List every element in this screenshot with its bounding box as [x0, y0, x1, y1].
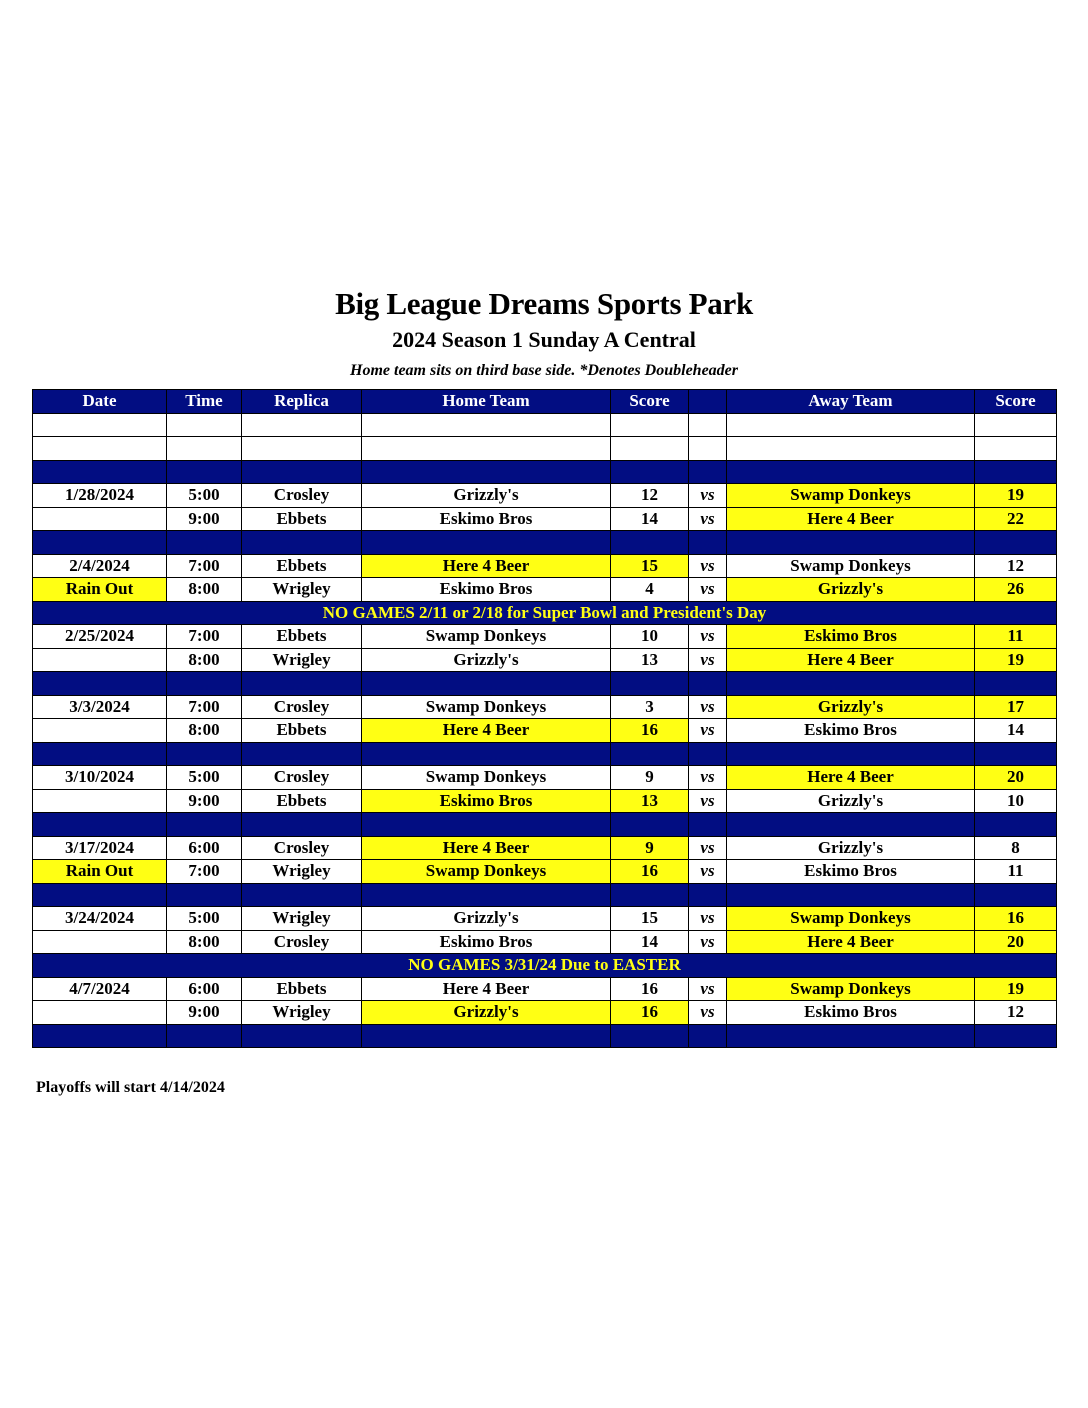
away-team: Swamp Donkeys [727, 977, 975, 1001]
game-replica: Ebbets [242, 625, 362, 649]
game-date [33, 789, 167, 813]
empty-cell [975, 813, 1057, 837]
game-row [33, 484, 1057, 508]
away-team: Grizzly's [727, 789, 975, 813]
game-row [33, 789, 1057, 813]
home-team: Grizzly's [362, 1001, 611, 1025]
game-time: 6:00 [167, 977, 242, 1001]
no-games-notice: NO GAMES 3/31/24 Due to EASTER [33, 954, 1057, 978]
empty-cell [33, 813, 167, 837]
game-row [33, 836, 1057, 860]
home-team: Swamp Donkeys [362, 860, 611, 884]
doubleheader-note: Home team sits on third base side. *Denotes Doubleheader [350, 362, 738, 379]
vs-label: vs [689, 930, 727, 954]
vs-label: vs [689, 554, 727, 578]
away-score: 17 [975, 695, 1057, 719]
col-header-away-score: Score [975, 390, 1057, 414]
away-team: Eskimo Bros [727, 860, 975, 884]
game-time: 5:00 [167, 907, 242, 931]
game-replica: Ebbets [242, 507, 362, 531]
game-date: Rain Out [33, 860, 167, 884]
playoffs-note: Playoffs will start 4/14/2024 [36, 1079, 225, 1096]
away-team: Eskimo Bros [727, 1001, 975, 1025]
game-date: 3/10/2024 [33, 766, 167, 790]
empty-cell [242, 813, 362, 837]
home-team: Swamp Donkeys [362, 695, 611, 719]
home-team: Eskimo Bros [362, 789, 611, 813]
game-row [33, 648, 1057, 672]
vs-label: vs [689, 578, 727, 602]
empty-cell [975, 742, 1057, 766]
empty-cell [611, 883, 689, 907]
page-title: Big League Dreams Sports Park [335, 286, 753, 321]
game-replica: Wrigley [242, 860, 362, 884]
empty-cell [167, 460, 242, 484]
game-replica: Wrigley [242, 907, 362, 931]
empty-cell [362, 1024, 611, 1048]
home-score: 16 [611, 1001, 689, 1025]
game-time: 8:00 [167, 930, 242, 954]
separator-row [33, 883, 1057, 907]
empty-cell [362, 437, 611, 461]
blank-row [33, 413, 1057, 437]
away-team: Here 4 Beer [727, 507, 975, 531]
home-team: Grizzly's [362, 907, 611, 931]
empty-cell [362, 531, 611, 555]
empty-cell [362, 813, 611, 837]
vs-label: vs [689, 625, 727, 649]
no-games-notice: NO GAMES 2/11 or 2/18 for Super Bowl and President's Day [33, 601, 1057, 625]
away-team: Here 4 Beer [727, 930, 975, 954]
empty-cell [689, 413, 727, 437]
blank-row [33, 437, 1057, 461]
col-header-time: Time [167, 390, 242, 414]
empty-cell [689, 813, 727, 837]
header-row [33, 390, 1057, 414]
vs-label: vs [689, 648, 727, 672]
away-team: Here 4 Beer [727, 766, 975, 790]
game-date [33, 719, 167, 743]
away-team: Eskimo Bros [727, 719, 975, 743]
game-row [33, 695, 1057, 719]
game-date: 3/24/2024 [33, 907, 167, 931]
empty-cell [689, 742, 727, 766]
game-date: 3/3/2024 [33, 695, 167, 719]
game-date [33, 1001, 167, 1025]
away-score: 26 [975, 578, 1057, 602]
empty-cell [362, 672, 611, 696]
empty-cell [727, 413, 975, 437]
game-replica: Ebbets [242, 789, 362, 813]
no-games-notice-row [33, 954, 1057, 978]
empty-cell [167, 742, 242, 766]
empty-cell [167, 437, 242, 461]
away-score: 20 [975, 930, 1057, 954]
col-header-date: Date [33, 390, 167, 414]
home-score: 9 [611, 766, 689, 790]
home-score: 12 [611, 484, 689, 508]
vs-label: vs [689, 907, 727, 931]
game-row [33, 766, 1057, 790]
vs-label: vs [689, 789, 727, 813]
empty-cell [975, 531, 1057, 555]
empty-cell [611, 1024, 689, 1048]
empty-cell [727, 437, 975, 461]
empty-cell [611, 813, 689, 837]
home-team: Eskimo Bros [362, 578, 611, 602]
empty-cell [33, 1024, 167, 1048]
away-score: 20 [975, 766, 1057, 790]
home-team: Eskimo Bros [362, 507, 611, 531]
empty-cell [727, 883, 975, 907]
empty-cell [242, 742, 362, 766]
game-row [33, 977, 1057, 1001]
away-score: 22 [975, 507, 1057, 531]
separator-row [33, 1024, 1057, 1048]
game-date: 3/17/2024 [33, 836, 167, 860]
empty-cell [33, 460, 167, 484]
empty-cell [611, 742, 689, 766]
game-row [33, 860, 1057, 884]
vs-label: vs [689, 836, 727, 860]
empty-cell [33, 672, 167, 696]
empty-cell [611, 460, 689, 484]
away-team: Here 4 Beer [727, 648, 975, 672]
empty-cell [727, 672, 975, 696]
game-date [33, 648, 167, 672]
empty-cell [975, 460, 1057, 484]
game-time: 9:00 [167, 1001, 242, 1025]
empty-cell [975, 437, 1057, 461]
vs-label: vs [689, 695, 727, 719]
no-games-notice-row [33, 601, 1057, 625]
game-time: 5:00 [167, 766, 242, 790]
col-header-replica: Replica [242, 390, 362, 414]
away-score: 19 [975, 484, 1057, 508]
vs-label: vs [689, 1001, 727, 1025]
away-score: 16 [975, 907, 1057, 931]
empty-cell [727, 460, 975, 484]
empty-cell [975, 883, 1057, 907]
empty-cell [167, 531, 242, 555]
game-replica: Crosley [242, 766, 362, 790]
empty-cell [33, 437, 167, 461]
game-date: 2/25/2024 [33, 625, 167, 649]
away-team: Swamp Donkeys [727, 484, 975, 508]
game-row [33, 907, 1057, 931]
game-date [33, 507, 167, 531]
home-team: Grizzly's [362, 648, 611, 672]
separator-row [33, 672, 1057, 696]
empty-cell [362, 883, 611, 907]
empty-cell [362, 742, 611, 766]
empty-cell [33, 531, 167, 555]
vs-label: vs [689, 860, 727, 884]
away-team: Grizzly's [727, 578, 975, 602]
empty-cell [362, 460, 611, 484]
game-replica: Ebbets [242, 554, 362, 578]
empty-cell [33, 883, 167, 907]
home-score: 16 [611, 977, 689, 1001]
empty-cell [727, 742, 975, 766]
home-score: 13 [611, 648, 689, 672]
schedule-body [33, 413, 1057, 1048]
empty-cell [689, 531, 727, 555]
away-team: Swamp Donkeys [727, 554, 975, 578]
empty-cell [727, 1024, 975, 1048]
away-score: 19 [975, 648, 1057, 672]
empty-cell [33, 413, 167, 437]
game-time: 8:00 [167, 719, 242, 743]
separator-row [33, 813, 1057, 837]
game-time: 9:00 [167, 789, 242, 813]
empty-cell [689, 672, 727, 696]
away-team: Swamp Donkeys [727, 907, 975, 931]
game-replica: Crosley [242, 484, 362, 508]
empty-cell [242, 672, 362, 696]
game-row [33, 719, 1057, 743]
game-replica: Ebbets [242, 977, 362, 1001]
game-time: 7:00 [167, 625, 242, 649]
away-team: Eskimo Bros [727, 625, 975, 649]
empty-cell [242, 531, 362, 555]
game-replica: Crosley [242, 695, 362, 719]
game-replica: Ebbets [242, 719, 362, 743]
vs-label: vs [689, 977, 727, 1001]
away-score: 8 [975, 836, 1057, 860]
home-team: Here 4 Beer [362, 836, 611, 860]
empty-cell [611, 413, 689, 437]
empty-cell [611, 672, 689, 696]
home-score: 15 [611, 907, 689, 931]
empty-cell [975, 672, 1057, 696]
game-date: 2/4/2024 [33, 554, 167, 578]
game-time: 7:00 [167, 554, 242, 578]
empty-cell [975, 1024, 1057, 1048]
home-score: 10 [611, 625, 689, 649]
vs-label: vs [689, 719, 727, 743]
game-replica: Wrigley [242, 578, 362, 602]
separator-row [33, 460, 1057, 484]
away-score: 11 [975, 625, 1057, 649]
game-date: 4/7/2024 [33, 977, 167, 1001]
empty-cell [167, 813, 242, 837]
home-score: 13 [611, 789, 689, 813]
empty-cell [975, 413, 1057, 437]
empty-cell [242, 460, 362, 484]
empty-cell [611, 531, 689, 555]
game-time: 8:00 [167, 648, 242, 672]
game-date: Rain Out [33, 578, 167, 602]
empty-cell [242, 883, 362, 907]
game-row [33, 554, 1057, 578]
game-replica: Wrigley [242, 648, 362, 672]
home-score: 16 [611, 860, 689, 884]
game-time: 7:00 [167, 860, 242, 884]
empty-cell [689, 1024, 727, 1048]
separator-row [33, 531, 1057, 555]
home-score: 4 [611, 578, 689, 602]
home-team: Here 4 Beer [362, 719, 611, 743]
schedule-table [32, 389, 1057, 1048]
vs-label: vs [689, 484, 727, 508]
empty-cell [167, 413, 242, 437]
away-score: 10 [975, 789, 1057, 813]
away-score: 14 [975, 719, 1057, 743]
col-header-vs [689, 390, 727, 414]
away-score: 12 [975, 1001, 1057, 1025]
home-team: Here 4 Beer [362, 977, 611, 1001]
home-team: Eskimo Bros [362, 930, 611, 954]
away-team: Grizzly's [727, 836, 975, 860]
empty-cell [362, 413, 611, 437]
home-score: 14 [611, 507, 689, 531]
separator-row [33, 742, 1057, 766]
empty-cell [727, 813, 975, 837]
empty-cell [689, 460, 727, 484]
empty-cell [727, 531, 975, 555]
empty-cell [689, 437, 727, 461]
empty-cell [167, 883, 242, 907]
col-header-away-team: Away Team [727, 390, 975, 414]
game-row [33, 930, 1057, 954]
home-team: Swamp Donkeys [362, 766, 611, 790]
home-score: 14 [611, 930, 689, 954]
home-score: 15 [611, 554, 689, 578]
page-subtitle: 2024 Season 1 Sunday A Central [392, 327, 696, 352]
home-team: Swamp Donkeys [362, 625, 611, 649]
home-team: Grizzly's [362, 484, 611, 508]
empty-cell [242, 437, 362, 461]
away-score: 11 [975, 860, 1057, 884]
col-header-home-score: Score [611, 390, 689, 414]
away-team: Grizzly's [727, 695, 975, 719]
col-header-home-team: Home Team [362, 390, 611, 414]
game-row [33, 578, 1057, 602]
empty-cell [33, 742, 167, 766]
away-score: 12 [975, 554, 1057, 578]
empty-cell [167, 672, 242, 696]
game-time: 7:00 [167, 695, 242, 719]
game-replica: Wrigley [242, 1001, 362, 1025]
game-date: 1/28/2024 [33, 484, 167, 508]
game-time: 9:00 [167, 507, 242, 531]
vs-label: vs [689, 507, 727, 531]
empty-cell [689, 883, 727, 907]
home-score: 16 [611, 719, 689, 743]
game-row [33, 1001, 1057, 1025]
game-time: 8:00 [167, 578, 242, 602]
game-row [33, 507, 1057, 531]
empty-cell [611, 437, 689, 461]
vs-label: vs [689, 766, 727, 790]
game-date [33, 930, 167, 954]
home-score: 9 [611, 836, 689, 860]
home-score: 3 [611, 695, 689, 719]
empty-cell [242, 1024, 362, 1048]
game-time: 6:00 [167, 836, 242, 860]
home-team: Here 4 Beer [362, 554, 611, 578]
game-row [33, 625, 1057, 649]
empty-cell [167, 1024, 242, 1048]
game-replica: Crosley [242, 836, 362, 860]
away-score: 19 [975, 977, 1057, 1001]
empty-cell [242, 413, 362, 437]
game-replica: Crosley [242, 930, 362, 954]
game-time: 5:00 [167, 484, 242, 508]
